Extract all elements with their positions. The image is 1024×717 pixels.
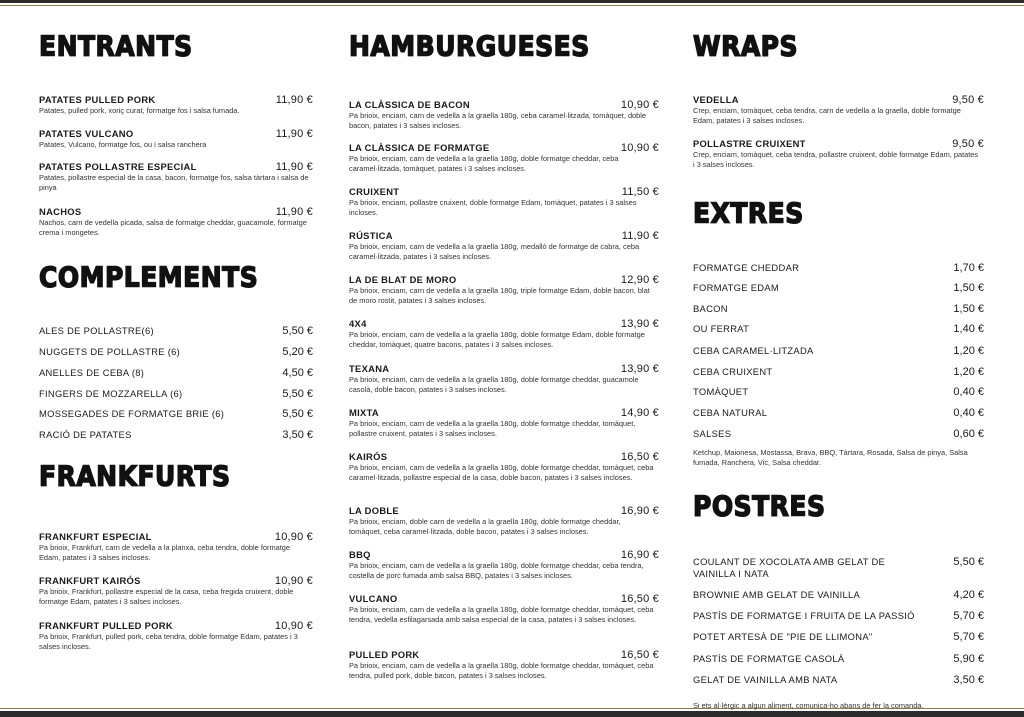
item-price: 0,40 €: [953, 386, 984, 398]
item-name: NACHOS: [39, 206, 82, 217]
item-description: Pa brioix, enciam, carn de vedella a la graella 180g, triple formatge Edam, doble bacon, blat de moro rostit, patates i 3 salses incloses.: [349, 286, 650, 305]
item-price: 3,50 €: [282, 429, 313, 441]
item-description: Patates, pollastre especial de la casa, bacon, formatge fos, salsa tàrtara i salsa de pinya: [39, 173, 309, 192]
item-description: Pa brioix, enciam, carn de vedella a la graella 180g, doble formatge cheddar, tomàquet, ceba tendra, pulled pork, doble bacon, patates i 3 salses incloses.: [349, 661, 654, 680]
menu-item: [39, 620, 313, 651]
item-price: 11,90 €: [275, 206, 313, 218]
item-price: 11,90 €: [621, 230, 659, 242]
menu-item: [39, 388, 313, 400]
top-border: [0, 0, 1024, 3]
item-price: 5,50 €: [282, 408, 313, 420]
menu-item: [349, 649, 659, 680]
menu-item: [693, 303, 984, 315]
item-description: Nachos, carn de vedella picada, salsa de formatge cheddar, guacamole, formatge crema i mongetes.: [39, 218, 307, 237]
menu-item: [39, 367, 313, 379]
item-name: GELAT DE VAINILLA AMB NATA: [693, 674, 838, 685]
item-price: 16,50 €: [620, 649, 659, 661]
menu-item: [693, 589, 984, 601]
item-name: LA DOBLE: [349, 505, 399, 516]
item-price: 1,20 €: [953, 366, 984, 378]
menu-item: [693, 610, 984, 622]
item-name: BROWNIE AMB GELAT DE VAINILLA: [693, 589, 861, 600]
item-description: Pa brioix, enciam, carn de vedella a la graella 180g, doble formatge Edam, doble formatge cheddar, tomàquet, quatre bacons, patates i 3 salses incloses.: [349, 330, 645, 349]
entrants-title: ENTRANTS: [39, 29, 193, 63]
menu-item: [693, 556, 984, 580]
wraps-section: [693, 29, 984, 169]
item-name: FORMATGE EDAM: [693, 282, 780, 293]
menu-item: [39, 346, 313, 358]
item-description: Patates, pulled pork, xoriç curat, formatge fos i salsa fumada.: [39, 106, 240, 115]
item-price: 9,50 €: [952, 94, 984, 106]
item-price: 1,50 €: [953, 303, 984, 315]
item-price: 1,20 €: [953, 345, 984, 357]
menu-item: [693, 631, 984, 643]
item-price: 10,90 €: [274, 620, 313, 632]
item-description: Pa brioix, enciam, pollastre cruixent, doble formatge Edam, tomàquet, patates i 3 salses incloses.: [349, 198, 637, 217]
item-name: TEXANA: [349, 363, 390, 374]
menu-item: [39, 128, 313, 150]
item-name: PATATES PULLED PORK: [39, 94, 156, 105]
item-price: 1,70 €: [953, 262, 984, 274]
item-name: COULANT DE XOCOLATA AMB GELAT DE VAINILLA I NATA: [693, 556, 886, 579]
item-description: Pa brioix, enciam, carn de vedella a la graella 180g, medalló de formatge de cabra, ceba caramel·litzada, patates i 3 salses incloses.: [349, 242, 640, 261]
menu-item: [693, 386, 984, 398]
item-description: Patates, Vulcano, formatge fos, ou i salsa ranchera: [39, 140, 207, 149]
complements-section: [39, 260, 313, 441]
item-name: ANELLES DE CEBA (8): [39, 367, 145, 378]
item-name: OU FERRAT: [693, 323, 750, 334]
menu-item: [693, 674, 984, 686]
item-description: Pa brioix, enciam, carn de vedella a la graella 180g, doble formatge cheddar, ceba caramel·litzada, tomàquet, patates i 3 salses incloses.: [349, 154, 619, 173]
sauces-note: Ketchup, Maionesa, Mostassa, Brava, BBQ, Tàrtara, Rosada, Salsa de pinya, Salsa fumada, Ranchera, Vic, Salsa cheddar.: [693, 448, 968, 467]
item-price: 5,90 €: [953, 653, 984, 665]
menu-item: [39, 408, 313, 420]
extres-section: [693, 196, 984, 467]
top-border-accent: [0, 5, 1024, 6]
item-name: FINGERS DE MOZZARELLA (6): [39, 388, 183, 399]
item-price: 13,90 €: [620, 363, 659, 375]
item-price: 5,70 €: [953, 610, 984, 622]
item-name: LA CLÀSSICA DE FORMATGE: [349, 142, 490, 153]
menu-item: [39, 206, 313, 237]
bottom-border: [0, 711, 1024, 717]
item-price: 10,90 €: [274, 575, 313, 587]
menu-item: [349, 186, 659, 217]
item-price: 16,50 €: [620, 593, 659, 605]
menu-item: [39, 161, 313, 192]
menu-item: [39, 575, 313, 606]
item-price: 5,50 €: [282, 325, 313, 337]
frankfurts-section: [39, 459, 313, 651]
frankfurts-title: FRANKFURTS: [39, 459, 231, 493]
item-description: Pa brioix, enciam, doble carn de vedella a la graella 180g, doble formatge cheddar, tomàquet, ceba caramel·litzada, doble bacon, patates i 3 salses incloses.: [349, 517, 621, 536]
item-name: RACIÓ DE PATATES: [39, 429, 132, 440]
item-name: 4X4: [349, 318, 367, 329]
item-name: LA CLÀSSICA DE BACON: [349, 99, 470, 110]
item-name: PULLED PORK: [349, 649, 420, 660]
item-price: 11,50 €: [621, 186, 659, 198]
item-price: 5,20 €: [282, 346, 313, 358]
menu-item: [39, 531, 313, 562]
item-name: FRANKFURT ESPECIAL: [39, 531, 152, 542]
item-name: CEBA CRUIXENT: [693, 366, 773, 377]
item-description: Crep, enciam, tomàquet, ceba tendra, pollastre cruixent, doble formatge Edam, patates i 3 salses incloses.: [693, 150, 979, 169]
menu-item: [349, 451, 659, 482]
hamburgueses-section: [349, 29, 659, 680]
item-price: 12,90 €: [620, 274, 659, 286]
item-price: 3,50 €: [953, 674, 984, 686]
item-name: VULCANO: [349, 593, 398, 604]
item-name: VEDELLA: [693, 94, 739, 105]
item-price: 16,50 €: [620, 451, 659, 463]
item-price: 11,90 €: [275, 128, 313, 140]
item-description: Pa brioix, enciam, carn de vedella a la graella 180g, doble formatge cheddar, tomàquet, ceba tendra, vedella esfilagarsada amb salsa especial de la casa, patates i 3 salses incloses.: [349, 605, 654, 624]
menu-item: [693, 428, 984, 440]
item-price: 9,50 €: [952, 138, 984, 150]
item-name: FRANKFURT KAIRÓS: [39, 575, 141, 586]
menu-item: [349, 593, 659, 624]
item-price: 10,90 €: [620, 142, 659, 154]
item-price: 10,90 €: [620, 99, 659, 111]
menu-item: [349, 363, 659, 394]
item-price: 10,90 €: [274, 531, 313, 543]
menu-item: [693, 282, 984, 294]
item-description: Pa brioix, enciam, carn de vedella a la graella 180g, doble formatge cheddar, tomàquet, ceba caramel·litzada, pollastre especial de la casa, doble bacon, patates i 3 salses incloses.: [349, 463, 654, 482]
item-name: NUGGETS DE POLLASTRE (6): [39, 346, 181, 357]
menu-item: [349, 230, 659, 261]
menu-item: [693, 345, 984, 357]
menu-item: [693, 94, 984, 125]
menu-item: [349, 274, 659, 305]
item-name: LA DE BLAT DE MORO: [349, 274, 457, 285]
menu-item: [349, 407, 659, 438]
item-price: 11,90 €: [275, 94, 313, 106]
item-price: 5,70 €: [953, 631, 984, 643]
item-name: TOMÀQUET: [693, 386, 749, 397]
item-description: Pa brioix, enciam, carn de vedella a la graella 180g, doble formatge cheddar, ceba tendra, costella de porc fumada amb salsa BBQ, patates i 3 salses incloses.: [349, 561, 644, 580]
item-name: CEBA CARAMEL·LITZADA: [693, 345, 814, 356]
item-price: 4,50 €: [282, 367, 313, 379]
item-name: POLLASTRE CRUIXENT: [693, 138, 806, 149]
menu-item: [39, 94, 313, 116]
item-price: 0,60 €: [953, 428, 984, 440]
item-name: POTET ARTESÀ DE "PIE DE LLIMONA": [693, 631, 873, 642]
menu-item: [693, 407, 984, 419]
menu-item: [693, 653, 984, 665]
item-name: BACON: [693, 303, 728, 314]
menu-item: [349, 318, 659, 349]
menu-item: [349, 142, 659, 173]
menu-item: [39, 325, 313, 337]
item-name: PASTÍS DE FORMATGE I FRUITA DE LA PASSIÓ: [693, 610, 915, 621]
item-name: SALSES: [693, 428, 732, 439]
item-name: MOSSEGADES DE FORMATGE BRIE (6): [39, 408, 225, 419]
item-description: Pa brioix, Frankfurt, pulled pork, ceba tendra, doble formatge Edam, patates i 3 salses incloses.: [39, 632, 298, 651]
item-price: 13,90 €: [620, 318, 659, 330]
item-name: BBQ: [349, 549, 371, 560]
item-name: FRANKFURT PULLED PORK: [39, 620, 173, 631]
item-price: 1,50 €: [953, 282, 984, 294]
item-price: 1,40 €: [953, 323, 984, 335]
menu-item: [349, 99, 659, 130]
item-name: PATATES VULCANO: [39, 128, 134, 139]
wraps-title: WRAPS: [693, 29, 799, 63]
item-name: MIXTA: [349, 407, 379, 418]
item-price: 0,40 €: [953, 407, 984, 419]
menu-item: [39, 429, 313, 441]
item-name: PASTÍS DE FORMATGE CASOLÀ: [693, 653, 845, 664]
item-description: Crep, enciam, tomàquet, ceba tendra, carn de vedella a la graella, doble formatge Edam, patates i 3 salses incloses.: [693, 106, 961, 125]
item-price: 5,50 €: [953, 556, 984, 568]
menu-item: [693, 138, 984, 169]
menu-item: [693, 262, 984, 274]
entrants-section: [39, 29, 313, 237]
item-name: CRUIXENT: [349, 186, 400, 197]
menu-item: [693, 323, 984, 335]
menu-item: [693, 366, 984, 378]
item-name: ALES DE POLLASTRE(6): [39, 325, 154, 336]
item-name: CEBA NATURAL: [693, 407, 768, 418]
item-description: Pa brioix, enciam, carn de vedella a la graella 180g, doble formatge cheddar, guacamole casolà, doble bacon, patates i 3 salses incloses.: [349, 375, 639, 394]
extres-title: EXTRES: [693, 196, 804, 230]
item-description: Pa brioix, enciam, carn de vedella a la graella 180g, ceba caramel·litzada, tomàquet, doble bacon, patates i 3 salses incloses.: [349, 111, 647, 130]
item-price: 16,90 €: [620, 505, 659, 517]
complements-title: COMPLEMENTS: [39, 260, 259, 294]
item-description: Pa brioix, enciam, carn de vedella a la graella 180g, doble formatge cheddar, tomàquet, pollastre cruixent, patates i 3 salses incloses.: [349, 419, 636, 438]
item-description: Pa brioix, Frankfurt, carn de vedella a la planxa, ceba tendra, doble formatge Edam, patates i 3 salses incloses.: [39, 543, 291, 562]
postres-section: [693, 489, 984, 710]
item-price: 5,50 €: [282, 388, 313, 400]
item-price: 4,20 €: [953, 589, 984, 601]
item-description: Pa brioix, Frankfurt, pollastre especial de la casa, ceba fregida cruixent, doble formatge Edam, patates i 3 salses incloses.: [39, 587, 294, 606]
item-name: PATATES POLLASTRE ESPECIAL: [39, 161, 197, 172]
item-price: 11,90 €: [275, 161, 313, 173]
item-name: FORMATGE CHEDDAR: [693, 262, 800, 273]
menu-item: [349, 549, 659, 580]
hamburgueses-title: HAMBURGUESES: [349, 29, 590, 63]
item-name: KAIRÓS: [349, 451, 388, 462]
postres-title: POSTRES: [693, 489, 826, 523]
allergy-note: Si ets al·lèrgic a algun aliment, comunica-ho abans de fer la comanda.: [693, 701, 924, 710]
item-name: RÚSTICA: [349, 230, 393, 241]
item-price: 14,90 €: [620, 407, 659, 419]
menu-item: [349, 505, 659, 536]
item-price: 16,90 €: [620, 549, 659, 561]
